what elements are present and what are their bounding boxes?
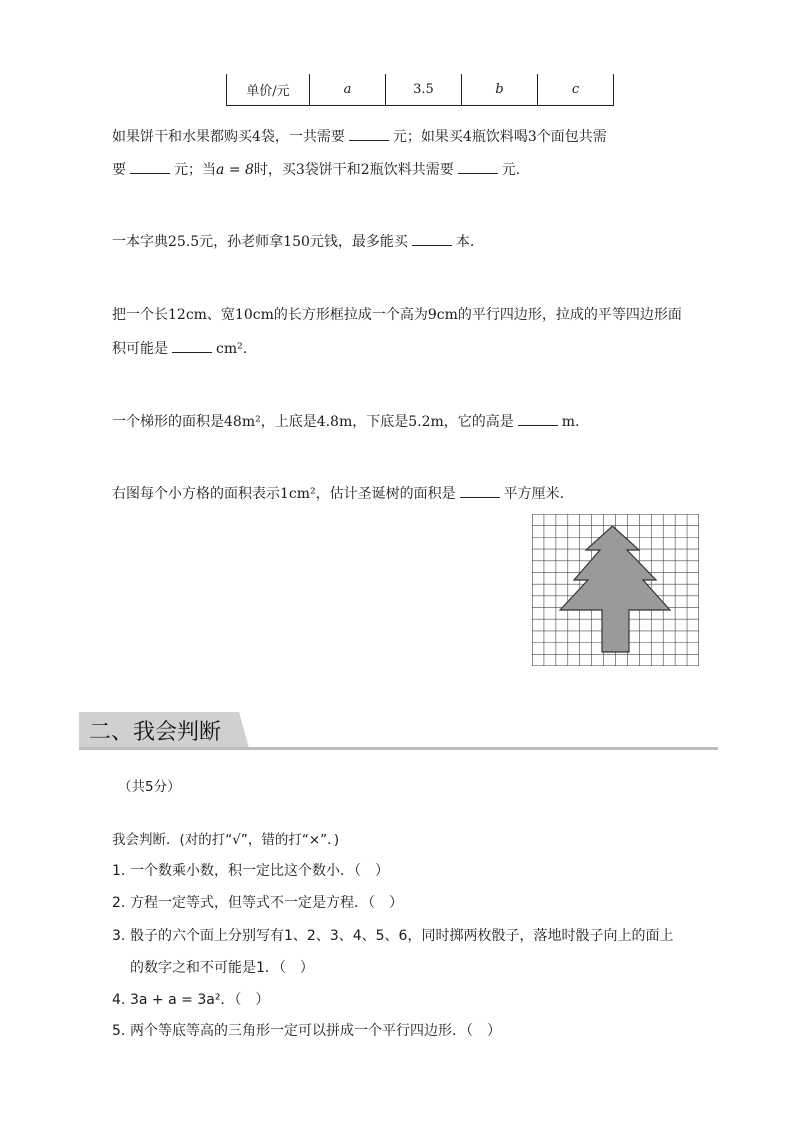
question-1-line-1 xyxy=(112,126,607,146)
section-divider xyxy=(79,747,718,750)
table-row xyxy=(227,74,614,106)
answer-blank[interactable] xyxy=(458,161,498,174)
question-text: 一本字典25.5元，孙老师拿150元钱，最多能买 xyxy=(112,234,408,250)
question-text: 积可能是 xyxy=(112,341,168,357)
item-number: 2. xyxy=(112,895,126,911)
section-score: （共5分） xyxy=(118,779,181,795)
question-text: 一个梯形的面积是48m²，上底是4.8m，下底是5.2m，它的高是 xyxy=(112,414,514,430)
item-number: 1. xyxy=(112,863,126,879)
question-text: 时，买3袋饼干和2瓶饮料共需要 xyxy=(253,162,454,178)
item-text: 两个等底等高的三角形一定可以拼成一个平行四边形．（ ） xyxy=(130,1023,501,1039)
table-cell: 3.5 xyxy=(386,74,462,106)
math-expression: a = 8 xyxy=(216,162,254,178)
section-header xyxy=(79,712,718,750)
section-instruction: 我会判断．(对的打“√”，错的打“×”．) xyxy=(112,832,340,848)
answer-blank[interactable] xyxy=(412,233,452,246)
table-cell: a xyxy=(310,74,386,106)
answer-blank[interactable] xyxy=(172,340,212,353)
question-text: cm². xyxy=(216,341,248,357)
table-cell-unit-price-label: 单价/元 xyxy=(227,74,310,106)
question-3-line-2 xyxy=(112,338,247,358)
question-text: m. xyxy=(561,414,580,430)
question-5 xyxy=(112,483,564,503)
question-text: 右图每个小方格的面积表示1cm²，估计圣诞树的面积是 xyxy=(112,486,456,502)
question-3-line-1: 把一个长12cm、宽10cm的长方形框拉成一个高为9cm的平行四边形，拉成的平等四边形面 xyxy=(112,307,682,323)
answer-blank[interactable] xyxy=(130,161,170,174)
section-title: 二、我会判断 xyxy=(89,720,222,745)
answer-blank[interactable] xyxy=(349,128,389,141)
item-number: 3. xyxy=(112,928,126,944)
item-text: 骰子的六个面上分别写有1、2、3、4、5、6，同时掷两枚骰子，落地时骰子向上的面上 xyxy=(130,928,674,944)
question-text: 如果饼干和水果都购买4袋，一共需要 xyxy=(112,129,345,145)
question-1-line-2 xyxy=(112,159,520,179)
item-text: 3a + a = 3a²．（ ） xyxy=(130,992,270,1008)
judgement-item-5 xyxy=(112,1020,501,1040)
question-text: 平方厘米. xyxy=(503,486,565,502)
table-cell: c xyxy=(538,74,614,106)
item-text: 一个数乘小数，积一定比这个数小．（ ） xyxy=(130,863,389,879)
judgement-item-1 xyxy=(112,860,389,880)
answer-blank[interactable] xyxy=(460,485,500,498)
question-text: 元. xyxy=(501,162,521,178)
question-text: 元；如果买4瓶饮料喝3个面包共需 xyxy=(392,129,607,145)
item-number: 5. xyxy=(112,1023,126,1039)
question-text: 要 xyxy=(112,162,126,178)
price-table xyxy=(226,74,614,106)
answer-blank[interactable] xyxy=(518,413,558,426)
judgement-item-2 xyxy=(112,892,403,912)
question-4 xyxy=(112,411,580,431)
question-text: 元；当 xyxy=(174,162,216,178)
christmas-tree-shape xyxy=(560,526,670,652)
judgement-item-4 xyxy=(112,989,269,1009)
question-text: 本. xyxy=(455,234,475,250)
judgement-item-3-continued xyxy=(130,957,314,977)
item-text: 的数字之和不可能是1．（ ） xyxy=(130,960,314,976)
question-2 xyxy=(112,231,474,251)
christmas-tree-grid-figure xyxy=(532,514,699,666)
judgement-item-3 xyxy=(112,925,673,945)
item-number: 4. xyxy=(112,992,126,1008)
item-text: 方程一定等式，但等式不一定是方程．（ ） xyxy=(130,895,403,911)
table-cell: b xyxy=(462,74,538,106)
